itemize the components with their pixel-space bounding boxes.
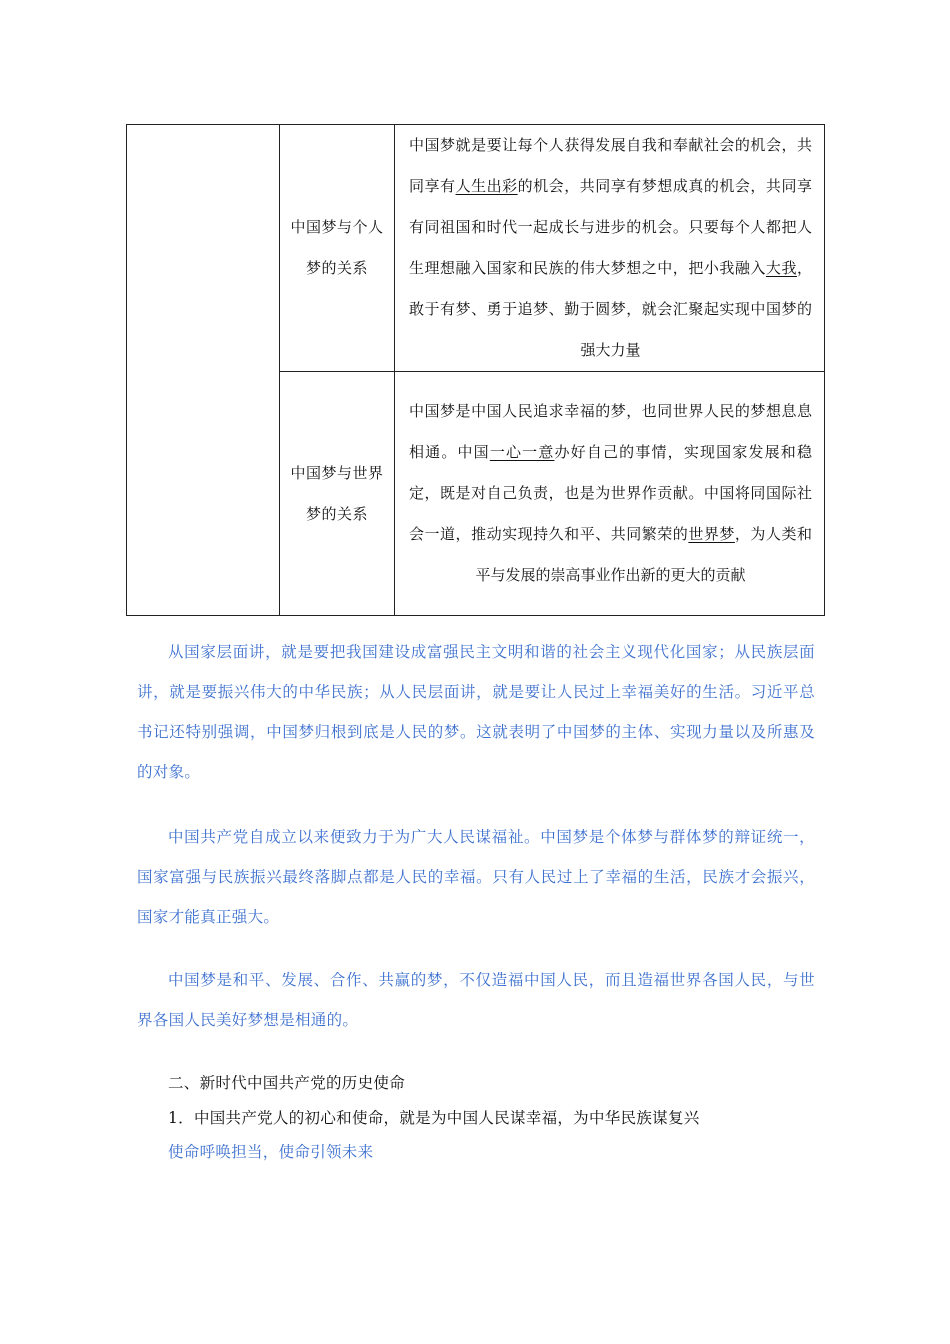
- underlined-term: 世界梦: [688, 525, 735, 543]
- row-content: [395, 125, 824, 371]
- row-label: 中国梦与个人梦的关系: [290, 218, 384, 277]
- underlined-term: 大我: [765, 259, 797, 277]
- row-label-cell: [280, 125, 395, 372]
- underlined-term: 人生出彩: [455, 177, 518, 195]
- underlined-term: 一心一意: [489, 443, 555, 461]
- table-empty-cell: [127, 125, 280, 616]
- row-label: 中国梦与世界梦的关系: [290, 463, 384, 523]
- content-text: 中国梦就是要让每个人获得发展自我和奉献社会的机会，共同享有: [409, 136, 812, 195]
- row-content-cell: [395, 125, 825, 372]
- content-text: 办好自己的事情，实现国家发展和稳定，既是对自己负责，也是为世界作贡献。中国将同国际社会一道，推动实现持久和平、共同繁荣的: [409, 443, 812, 543]
- section-heading: 二、新时代中国共产党的历史使命: [168, 1074, 406, 1092]
- table-row: [127, 125, 825, 372]
- row-content: [395, 391, 824, 596]
- explanation-paragraph: 从国家层面讲，就是要把我国建设成富强民主文明和谐的社会主义现代化国家；从民族层面讲，就是要振兴伟大的中华民族；从人民层面讲，就是要让人民过上幸福美好的生活。习近平总书记还特别强调，中国梦归根到底是人民的梦。这就表明了中国梦的主体、实现力量以及所惠及的对象。: [137, 643, 815, 781]
- content-text: 的机会，共同享有梦想成真的机会，共同享有同祖国和时代一起成长与进步的机会。只要每个人都把人生理想融入国家和民族的伟大梦想之中，把小我融入: [409, 177, 812, 277]
- explanation-paragraph: 中国共产党自成立以来便致力于为广大人民谋福祉。中国梦是个体梦与群体梦的辩证统一，国家富强与民族振兴最终落脚点都是人民的幸福。只有人民过上了幸福的生活，民族才会振兴，国家才能真正强大。: [137, 828, 815, 926]
- outline-table: [126, 124, 825, 616]
- row-content-cell: [395, 372, 825, 616]
- content-text: ，敢于有梦、勇于追梦、勤于圆梦，就会汇聚起实现中国梦的强大力量: [409, 259, 812, 359]
- content-text: ，为人类和平与发展的崇高事业作出新的更大的贡献: [475, 525, 812, 584]
- content-text: 中国梦是中国人民追求幸福的梦，也同世界人民的梦想息息相通。中国: [409, 402, 812, 461]
- section-item: 1．中国共产党人的初心和使命，就是为中国人民谋幸福，为中华民族谋复兴: [168, 1109, 700, 1127]
- explanation-paragraph: 中国梦是和平、发展、合作、共赢的梦，不仅造福中国人民，而且造福世界各国人民，与世界各国人民美好梦想是相通的。: [137, 971, 815, 1029]
- section-note: 使命呼唤担当，使命引领未来: [168, 1143, 374, 1161]
- row-label-cell: [280, 372, 395, 616]
